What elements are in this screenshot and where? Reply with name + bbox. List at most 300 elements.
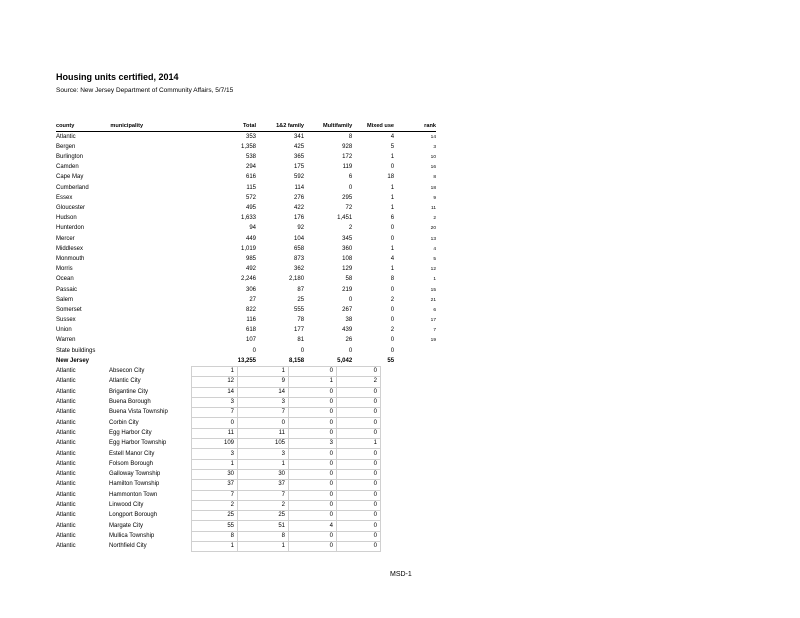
family12-cell: 51 [238,521,289,531]
total-cell: 30 [192,469,238,479]
family12-cell: 9 [238,377,289,387]
municipality-cell [110,173,199,183]
family12-cell: 175 [294,164,305,171]
mixed-use-cell: 0 [337,511,381,521]
multifamily-cell: 0 [289,408,337,418]
list-item [56,367,381,377]
total-cell: 1 [192,459,238,469]
total-cell: 11 [192,428,238,438]
mixed-use-cell: 0 [337,500,381,510]
multifamily-cell: 267 [342,306,353,313]
table-row [56,295,436,305]
mixed-use-cell: 1 [390,266,395,273]
table-row [56,346,436,356]
total-cell: 2,246 [240,276,256,283]
county-cell: Warren [56,337,76,344]
municipality-cell: Mullica Township [109,532,155,539]
multifamily-cell: 360 [342,245,353,252]
header-1and2-family: 1&2 family [258,122,304,132]
family12-cell: 37 [238,480,289,490]
county-cell: Hunterdon [56,225,85,232]
family12-cell: 25 [238,511,289,521]
county-cell: Passaic [56,286,78,293]
mixed-use-cell: 0 [390,347,395,354]
table-row [56,173,436,183]
county-cell: State buildings [56,347,96,354]
mixed-use-cell: 2 [390,296,395,303]
rank-cell: 4 [433,246,436,252]
mixed-use-cell: 0 [390,306,395,313]
multifamily-cell: 345 [342,235,353,242]
municipality-cell: Buena Borough [109,399,151,406]
family12-cell: 87 [297,286,305,293]
family12-cell: 422 [294,205,305,211]
multifamily-cell: 72 [345,205,353,211]
multifamily-cell: 1,451 [337,215,353,222]
table-row [56,204,436,214]
mixed-use-cell: 0 [390,164,395,171]
mixed-use-cell: 0 [337,459,381,469]
total-cell: 7 [192,408,238,418]
county-cell: Hudson [56,215,77,222]
municipality-cell [110,305,199,315]
family12-cell: 3 [238,397,289,407]
list-item [56,480,381,490]
family12-cell: 341 [294,133,305,140]
list-item [56,511,381,521]
municipality-cell: Buena Vista Township [109,409,168,416]
family12-cell: 177 [294,327,305,334]
rank-cell: 3 [433,144,436,150]
rank-cell: 2 [433,216,436,222]
rank-cell: 13 [430,236,436,242]
county-cell: Morris [56,266,73,273]
county-cell: Union [56,327,72,334]
total-cell: 1 [192,542,238,552]
list-item [56,377,381,387]
multifamily-cell: 58 [345,276,353,283]
mixed-use-cell: 1 [390,154,395,161]
municipality-cell [110,204,199,214]
county-cell: Atlantic [56,471,76,478]
county-cell: Atlantic [56,450,76,457]
mixed-use-cell: 55 [387,357,395,364]
list-item [56,531,381,541]
family12-cell: 592 [294,174,305,181]
municipality-cell [110,142,199,152]
mixed-use-cell: 0 [337,418,381,428]
family12-cell: 2 [238,500,289,510]
county-cell: Atlantic [56,133,76,140]
family12-cell: 7 [238,408,289,418]
municipality-cell: Estell Manor City [109,450,155,457]
header-multifamily: Multifamily [304,122,352,132]
table-row [56,234,436,244]
list-item [56,469,381,479]
municipality-table [56,366,381,552]
table-row [56,163,436,173]
total-cell: 55 [192,521,238,531]
family12-cell: 25 [297,296,305,303]
total-cell: 616 [245,174,256,181]
total-cell: 294 [245,164,256,171]
list-item [56,542,381,552]
county-cell: Atlantic [56,378,76,385]
municipality-cell: Hammonton Town [109,491,158,498]
header-county: county [56,122,110,132]
total-row [56,356,436,366]
mixed-use-cell: 0 [337,469,381,479]
municipality-cell [110,254,199,264]
county-cell: Bergen [56,143,76,150]
mixed-use-cell: 0 [337,542,381,552]
table-row [56,193,436,203]
county-cell: Somerset [56,306,82,313]
family12-cell: 0 [300,347,305,354]
total-cell: 492 [245,266,256,273]
municipality-cell [110,153,199,163]
rank-cell: 1 [433,277,436,283]
family12-cell: 555 [294,306,305,313]
multifamily-cell: 439 [342,327,353,334]
total-cell: 8 [192,531,238,541]
mixed-use-cell: 0 [337,449,381,459]
mixed-use-cell: 0 [337,521,381,531]
family12-cell: 30 [238,469,289,479]
multifamily-cell: 0 [289,500,337,510]
mixed-use-cell: 6 [390,215,395,222]
total-cell: 27 [249,296,256,303]
mixed-use-cell: 0 [337,397,381,407]
total-cell: 109 [192,439,238,449]
mixed-use-cell: 1 [337,439,381,449]
total-cell: 1,358 [240,143,256,150]
family12-cell: 114 [294,184,305,191]
total-cell: 115 [246,184,256,191]
multifamily-cell: 1 [289,377,337,387]
multifamily-cell: 8 [348,133,353,140]
municipality-cell: Atlantic City [109,378,141,385]
multifamily-cell: 219 [342,286,353,293]
rank-cell: 21 [430,297,436,303]
multifamily-cell: 0 [348,184,353,191]
mixed-use-cell: 1 [390,184,395,191]
municipality-cell [110,316,199,326]
table-row [56,305,436,315]
county-cell: Salem [56,296,74,303]
mixed-use-cell: 18 [387,174,395,181]
total-cell: 3 [192,397,238,407]
municipality-cell: Linwood City [109,502,144,508]
total-cell: 2 [192,500,238,510]
county-cell: Monmouth [56,255,85,262]
multifamily-cell: 0 [289,449,337,459]
municipality-cell [110,336,199,346]
total-cell: 306 [245,286,256,293]
multifamily-cell: 3 [289,439,337,449]
county-cell: Atlantic [56,491,76,498]
total-cell: 1,019 [240,245,256,252]
total-cell: 618 [245,327,256,334]
list-item [56,387,381,397]
multifamily-cell: 295 [342,194,353,201]
family12-cell: 92 [297,225,305,232]
list-item [56,439,381,449]
mixed-use-cell: 4 [390,133,395,140]
municipality-cell: Egg Harbor City [109,429,152,436]
county-cell: Sussex [56,317,76,324]
mixed-use-cell: 2 [390,327,395,334]
county-cell: Atlantic [56,460,76,467]
family12-cell: 276 [294,194,305,201]
municipality-cell: Egg Harbor Township [109,440,167,447]
total-cell: 495 [245,205,256,211]
family12-cell: 8 [238,531,289,541]
county-cell: New Jersey [56,357,90,364]
county-cell: Atlantic [56,409,76,416]
total-cell: 25 [192,511,238,521]
multifamily-cell: 108 [342,255,353,262]
multifamily-cell: 0 [289,480,337,490]
rank-cell: 16 [430,165,436,171]
municipality-cell [110,214,199,224]
list-item [56,449,381,459]
multifamily-cell: 4 [289,521,337,531]
total-cell: 538 [245,154,256,161]
multifamily-cell: 928 [342,143,353,150]
municipality-cell [110,163,199,173]
multifamily-cell: 0 [348,347,353,354]
multifamily-cell: 129 [342,266,353,273]
family12-cell: 104 [294,235,305,242]
rank-cell: 11 [431,206,436,211]
rank-cell: 10 [430,155,436,161]
municipality-cell: Absecon City [109,368,145,375]
mixed-use-cell: 4 [390,255,395,262]
mixed-use-cell: 1 [390,194,395,201]
multifamily-cell: 0 [289,490,337,500]
municipality-cell [110,244,199,254]
total-cell: 107 [245,337,256,344]
total-cell: 353 [245,133,256,140]
family12-cell: 7 [238,490,289,500]
rank-cell: 7 [433,328,436,334]
table-row [56,142,436,152]
total-cell: 37 [192,480,238,490]
county-cell: Atlantic [56,512,76,519]
total-cell: 449 [245,235,256,242]
table-row [56,132,436,143]
table-row [56,224,436,234]
header-municipality: municipality [110,122,199,132]
multifamily-cell: 0 [289,418,337,428]
rank-cell: 15 [430,287,436,293]
header-total: Total [199,122,258,132]
rank-cell: 17 [430,318,436,324]
total-cell: 13,255 [237,357,256,364]
total-cell: 116 [246,317,256,324]
family12-cell: 11 [238,428,289,438]
table-row [56,275,436,285]
county-cell: Atlantic [56,388,76,395]
mixed-use-cell: 0 [337,531,381,541]
municipality-cell: Corbin City [109,419,139,426]
multifamily-cell: 0 [289,511,337,521]
family12-cell: 81 [297,337,305,344]
municipality-cell [110,346,199,356]
county-cell: Atlantic [56,368,76,375]
family12-cell: 1 [238,459,289,469]
list-item [56,408,381,418]
county-cell: Gloucester [56,205,86,211]
municipality-cell [110,183,199,193]
multifamily-cell: 0 [289,367,337,377]
municipality-cell: Northfield City [109,543,147,550]
family12-cell: 14 [238,387,289,397]
municipality-cell [110,193,199,203]
table-row [56,244,436,254]
rank-cell: 14 [430,134,436,140]
multifamily-cell: 26 [345,337,353,344]
mixed-use-cell: 0 [337,387,381,397]
county-cell: Atlantic [56,440,76,447]
municipality-cell [110,132,199,143]
mixed-use-cell: 0 [390,225,395,232]
multifamily-cell: 0 [348,296,353,303]
county-cell: Atlantic [56,399,76,406]
mixed-use-cell: 0 [337,408,381,418]
list-item [56,500,381,510]
table-row [56,183,436,193]
multifamily-cell: 0 [289,469,337,479]
municipality-cell [110,224,199,234]
total-cell: 985 [245,255,256,262]
county-cell: Essex [56,194,73,201]
family12-cell: 365 [294,154,305,161]
family12-cell: 2,180 [289,276,305,283]
municipality-cell [110,285,199,295]
municipality-cell: Margate City [109,522,144,529]
rank-cell: 5 [433,256,436,262]
family12-cell: 3 [238,449,289,459]
county-cell: Atlantic [56,502,76,508]
total-cell: 12 [192,377,238,387]
mixed-use-cell: 0 [390,337,395,344]
multifamily-cell: 0 [289,387,337,397]
county-cell: Cape May [56,174,84,181]
rank-cell: 19 [430,338,436,344]
total-cell: 822 [245,306,256,313]
total-cell: 0 [252,347,256,354]
family12-cell: 873 [294,255,305,262]
mixed-use-cell: 0 [390,235,395,242]
table-header-row [56,122,436,132]
mixed-use-cell: 5 [390,143,395,150]
total-cell: 0 [192,418,238,428]
list-item [56,459,381,469]
mixed-use-cell: 1 [390,205,395,211]
header-rank: rank [394,122,436,132]
header-mixed-use: Mixed use [352,122,394,132]
list-item [56,490,381,500]
family12-cell: 1 [238,367,289,377]
total-cell: 94 [249,225,256,232]
rank-cell: 18 [430,185,436,191]
family12-cell: 425 [294,143,305,150]
table-row [56,153,436,163]
page-footer-label: MSD-1 [390,571,412,578]
rank-cell: 20 [430,226,436,232]
municipality-cell: Folsom Borough [109,460,154,467]
mixed-use-cell: 0 [337,480,381,490]
total-cell: 572 [245,194,256,201]
family12-cell: 8,158 [289,357,305,364]
family12-cell: 1 [238,542,289,552]
multifamily-cell: 0 [289,459,337,469]
municipality-cell [110,265,199,275]
multifamily-cell: 6 [348,174,353,181]
mixed-use-cell: 0 [337,367,381,377]
rank-cell: 12 [430,267,436,273]
family12-cell: 658 [294,245,305,252]
county-cell: Atlantic [56,481,76,488]
mixed-use-cell: 8 [390,276,395,283]
list-item [56,428,381,438]
family12-cell: 78 [297,317,305,324]
rank-cell: 9 [433,195,436,201]
table-row [56,316,436,326]
total-cell: 3 [192,449,238,459]
list-item [56,418,381,428]
family12-cell: 176 [294,215,305,222]
municipality-cell [110,234,199,244]
list-item [56,521,381,531]
rank-cell [394,346,436,356]
mixed-use-cell: 0 [337,490,381,500]
municipality-cell [110,356,199,366]
multifamily-cell: 0 [289,428,337,438]
total-cell: 14 [192,387,238,397]
county-cell: Mercer [56,235,75,242]
municipality-cell: Brigantine City [109,388,149,395]
mixed-use-cell: 0 [390,286,395,293]
multifamily-cell: 38 [345,317,353,324]
total-cell: 7 [192,490,238,500]
total-cell: 1,633 [240,215,256,222]
multifamily-cell: 172 [342,154,353,161]
county-cell: Atlantic [56,522,76,529]
multifamily-cell: 0 [289,542,337,552]
county-cell: Atlantic [56,419,76,426]
county-cell: Burlington [56,154,84,161]
county-cell: Camden [56,164,79,171]
county-cell: Ocean [56,276,74,283]
mixed-use-cell: 2 [337,377,381,387]
table-row [56,254,436,264]
mixed-use-cell: 0 [337,428,381,438]
county-table [56,122,436,367]
multifamily-cell: 0 [289,397,337,407]
mixed-use-cell: 1 [390,245,395,252]
source-note: Source: New Jersey Department of Community Affairs, 5/7/15 [56,87,234,94]
family12-cell: 362 [294,266,305,273]
municipality-cell [110,295,199,305]
multifamily-cell: 2 [348,225,353,232]
mixed-use-cell: 0 [390,317,395,324]
table-row [56,326,436,336]
rank-cell [394,356,436,366]
list-item [56,397,381,407]
